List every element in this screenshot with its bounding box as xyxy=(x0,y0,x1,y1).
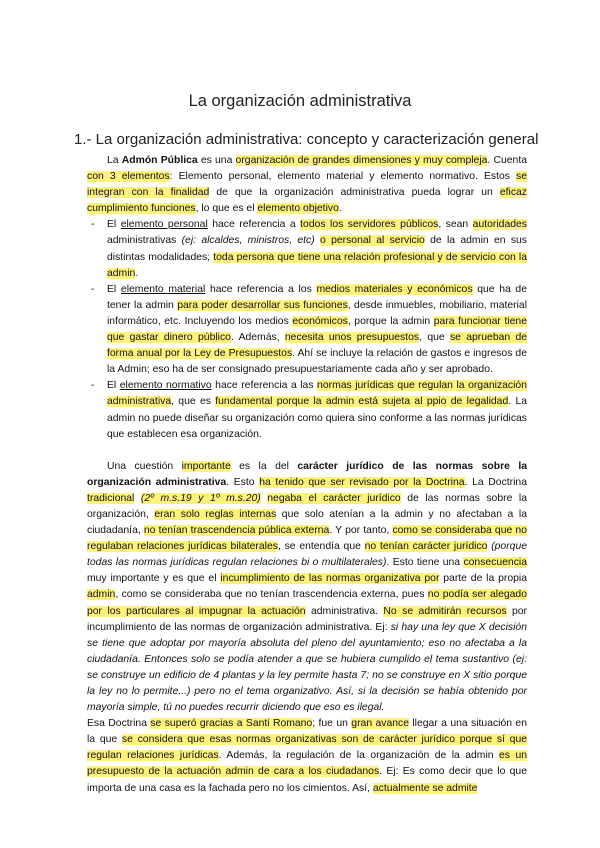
paragraph-intro: La Admón Pública es una organización de grandes dimensiones y muy compleja. Cuenta con 3 elementos: Elemento personal, elemento material y elemento normativo. Estos se integran con la finalidad de que la organización administrativa pueda lograr un eficaz cumplimiento funciones, lo que es el elemento objetivo. xyxy=(87,155,527,215)
highlight: se considera que esas normas organizativas son de carácter jurídico porque sí que regulan relaciones jurídicas xyxy=(87,734,528,762)
highlight: o personal al servicio xyxy=(320,235,425,247)
highlight: No se admitirán recursos xyxy=(383,605,507,617)
highlight: actualmente se admite xyxy=(372,782,478,794)
highlight: consecuencia xyxy=(463,557,527,569)
highlight: se aprueban de forma anual por la Ley de Presupuestos xyxy=(107,332,528,360)
highlight: elemento objetivo xyxy=(257,203,339,215)
highlight: eficaz cumplimiento funciones xyxy=(87,187,527,215)
list-item-personal: - El elemento personal hace referencia a todos los servidores públicos, sean autoridades administrativas (ej: alcaldes, ministros, etc) o personal al servicio de la admin en sus distintas modalidades; toda persona que tiene una relación profesional y de servicio con la admin. xyxy=(107,217,527,281)
highlight: eran solo reglas internas xyxy=(154,508,277,520)
highlight: admin xyxy=(87,589,116,601)
list-item-normativo: - El elemento normativo hace referencia a las normas jurídicas que regulan la organización administrativa, que es fundamental porque la admin está sujeta al ppio de legalidad. La admin no puede diseñar su organización como quiera sino conforme a las normas jurídicas que establecen esa organización. xyxy=(107,378,527,442)
document-title: La organización administrativa xyxy=(188,92,412,110)
highlight: importante xyxy=(181,460,231,472)
highlight: como se consideraba que no regulaban relaciones jurídicas bilaterales xyxy=(87,525,527,553)
highlight: negaba el carácter jurídico xyxy=(267,492,401,504)
highlight: (2º m.s.19 y 1º m.s.20) xyxy=(140,492,261,504)
highlight: incumplimiento de las normas organizativa por xyxy=(220,573,440,585)
highlight: autoridades xyxy=(472,219,527,231)
document-body xyxy=(87,153,527,797)
highlight: no tenían trascendencia pública externa xyxy=(143,525,330,537)
list-item-material: - El elemento material hace referencia a los medios materiales y económicos que ha de tener la admin para poder desarrollar sus funciones, desde inmuebles, mobiliario, material informático, etc. Incluyendo los medios económicos, porque la admin para funcionar tiene que gastar dinero público. Además, necesita unos presupuestos, que se aprueban de forma anual por la Ley de Presupuestos. Ahí se incluye la relación de gastos e ingresos de la Admin; eso ha de ser consignado presupuestariamente cada año y ser aprobado. xyxy=(107,282,527,379)
section-heading: 1.- La organización administrativa: concepto y caracterización general xyxy=(74,131,539,148)
highlight: es un presupuesto de la actuación admin de cara a los ciudadanos xyxy=(87,750,527,778)
highlight: necesita unos presupuestos xyxy=(284,332,420,344)
highlight: no tenían carácter jurídico xyxy=(364,541,488,553)
paragraph-caracter-juridico: Una cuestión importante es la del carácter jurídico de las normas sobre la organización administrativa. Esto ha tenido que ser revisado por la Doctrina. La Doctrina tradicional (2º m.s.19 y 1º m.s.20) negaba el carácter jurídico de las normas sobre la organización, eran solo reglas internas que solo atenían a la admin y no afectaban a la ciudadanía, no tenían trascendencia pública externa. Y por tanto, como se consideraba que no regulaban relaciones jurídicas bilaterales, se entendía que no tenían carácter jurídico (porque todas las normas jurídicas regulan relaciones bi o multilaterales). Esto tiene una consecuencia muy importante y es que el incumplimiento de las normas organizativa por parte de la propia admin, como se consideraba que no tenían trascendencia externa, pues no podía ser alegado por los particulares al impugnar la actuación administrativa. No se admitirán recursos por incumplimiento de las normas de organización administrativa. Ej: si hay una ley que X decisión se tiene que adoptar por mayoría absoluta del pleno del ayuntamiento; eso no afectaba a la ciudadanía. Entonces solo se podía atender a que se hubiera cumplido el tema sustantivo (ej: se construye un edificio de 4 plantas y la ley permite hasta 7; no se construye en X sitio porque la ley no lo permite...) pero no el tema organizativo. Así, si la decisión se había obtenido por mayoría simple, tú no puedes recurrir diciendo que eso es ilegal. xyxy=(87,460,528,714)
highlight: no podía ser alegado por los particulares al impugnar la actuación xyxy=(87,589,527,617)
paragraph-santi-romano: Esa Doctrina se superó gracias a Santi Romano; fue un gran avance llegar a una situación en la que se considera que esas normas organizativas son de carácter jurídico porque sí que regulan relaciones jurídicas. Además, la regulación de la organización de la admin es un presupuesto de la actuación admin de cara a los ciudadanos. Ej: Es como decir que lo que importa de una casa es la fachada pero no los cimientos. Así, actualmente se admite xyxy=(87,718,528,794)
highlight: para funcionar tiene que gastar dinero público xyxy=(107,315,527,344)
highlight: económicos xyxy=(292,315,348,327)
highlight: fundamental porque la admin está sujeta al ppio de legalidad xyxy=(215,396,509,408)
highlight: se superó gracias a Santi Romano xyxy=(150,718,313,730)
highlight: tradicional xyxy=(87,492,135,504)
elements-list xyxy=(87,217,527,442)
highlight: ha tenido que ser revisado por la Doctrina xyxy=(259,476,465,488)
highlight: medios materiales y económicos xyxy=(316,283,473,295)
highlight: normas jurídicas que regulan la organización administrativa xyxy=(107,380,527,408)
highlight: toda persona que tiene una relación profesional y de servicio con la admin xyxy=(107,251,528,279)
spacer xyxy=(87,443,527,459)
highlight: para poder desarrollar sus funciones xyxy=(177,299,348,311)
highlight: con 3 elementos xyxy=(87,171,170,183)
highlight: se integran con la finalidad xyxy=(87,171,527,199)
highlight: gran avance xyxy=(351,718,409,730)
highlight: organización de grandes dimensiones y muy compleja xyxy=(235,155,488,166)
highlight: todos los servidores públicos xyxy=(300,219,439,231)
